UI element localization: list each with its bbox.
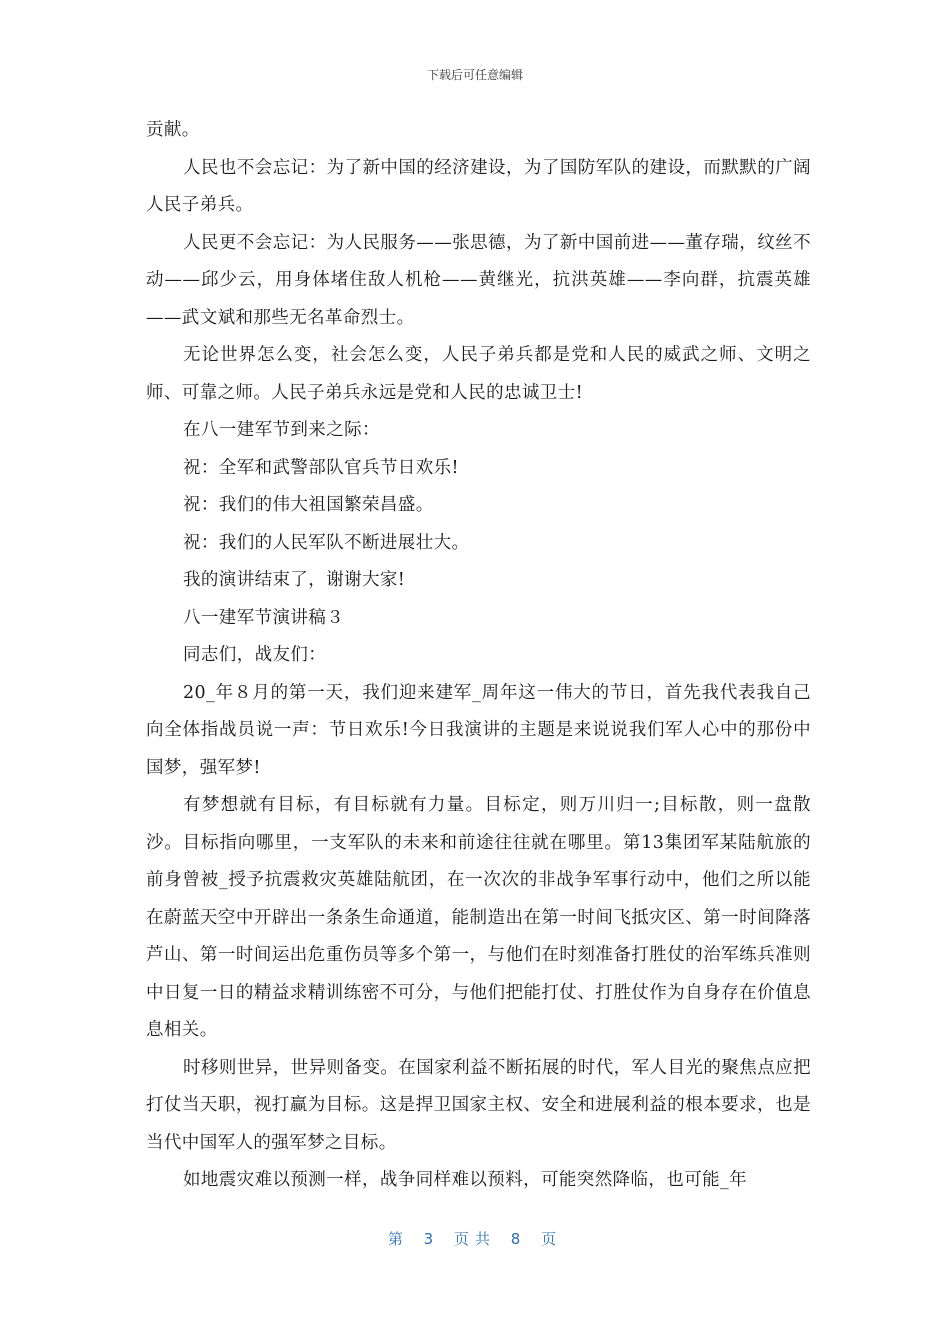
paragraph-8: 祝：我们的人民军队不断进展壮大。: [183, 532, 470, 553]
paragraph-6: 祝：全军和武警部队官兵节日欢乐!: [183, 457, 459, 478]
paragraph-15: 如地震灾难以预测一样，战争同样难以预料，可能突然降临，也可能_年: [183, 1170, 748, 1190]
section-title: 八一建军节演讲稿３: [183, 607, 345, 628]
paragraph-14: 时移则世异，世异则备变。在国家利益不断拓展的时代，军人目光的聚焦点应把打仗当天职，视打赢为目标。这是捍卫国家主权、安全和进展利益的根本要求，也是当代中国军人的强军梦之目标。: [146, 1057, 811, 1153]
paragraph-2: 人民也不会忘记：为了新中国的经济建设，为了国防军队的建设，而默默的广阔人民子弟兵。: [146, 157, 811, 215]
paragraph-7: 祝：我们的伟大祖国繁荣昌盛。: [183, 495, 434, 515]
page-number: 第 3 页共 8 页: [387, 1230, 563, 1248]
paragraph-13: 有梦想就有目标，有目标就有力量。目标定，则万川归一;目标散，则一盘散沙。目标指向哪里，一支军队的未来和前途往往就在哪里。第13集团军某陆航旅的前身曾被_授予抗震救灾英雄陆航团，在一次次的非战争军事行动中，他们之所以能在蔚蓝天空中开辟出一条条生命通道，能制造出在第一时间飞抵灾区、第一时间降落芦山、第一时间运出危重伤员等多个第一，与他们在时刻准备打胜仗的治军练兵准则中日复一日的精益求精训练密不可分，与他们把能打仗、打胜仗作为自身存在价值息息相关。: [146, 795, 811, 1040]
salutation: 同志们，战友们：: [183, 645, 327, 665]
header-note: 下载后可任意编辑: [426, 68, 523, 82]
paragraph-5: 在八一建军节到来之际：: [183, 420, 380, 440]
document-body: [146, 112, 811, 1200]
paragraph-1: 贡献。: [146, 120, 200, 140]
paragraph-9: 我的演讲结束了，谢谢大家!: [183, 570, 406, 590]
paragraph-3: 人民更不会忘记：为人民服务——张思德，为了新中国前进——董存瑞，纹丝不动——邱少云，用身体堵住敌人机枪——黄继光，抗洪英雄——李向群，抗震英雄——武文斌和那些无名革命烈士。: [146, 232, 811, 328]
paragraph-12: 20_年８月的第一天，我们迎来建军_周年这一伟大的节日，首先我代表我自己向全体指战员说一声：节日欢乐!今日我演讲的主题是来说说我们军人心中的那份中国梦，强军梦!: [146, 682, 811, 778]
paragraph-4: 无论世界怎么变，社会怎么变，人民子弟兵都是党和人民的威武之师、文明之师、可靠之师。人民子弟兵永远是党和人民的忠诚卫士!: [146, 345, 811, 403]
